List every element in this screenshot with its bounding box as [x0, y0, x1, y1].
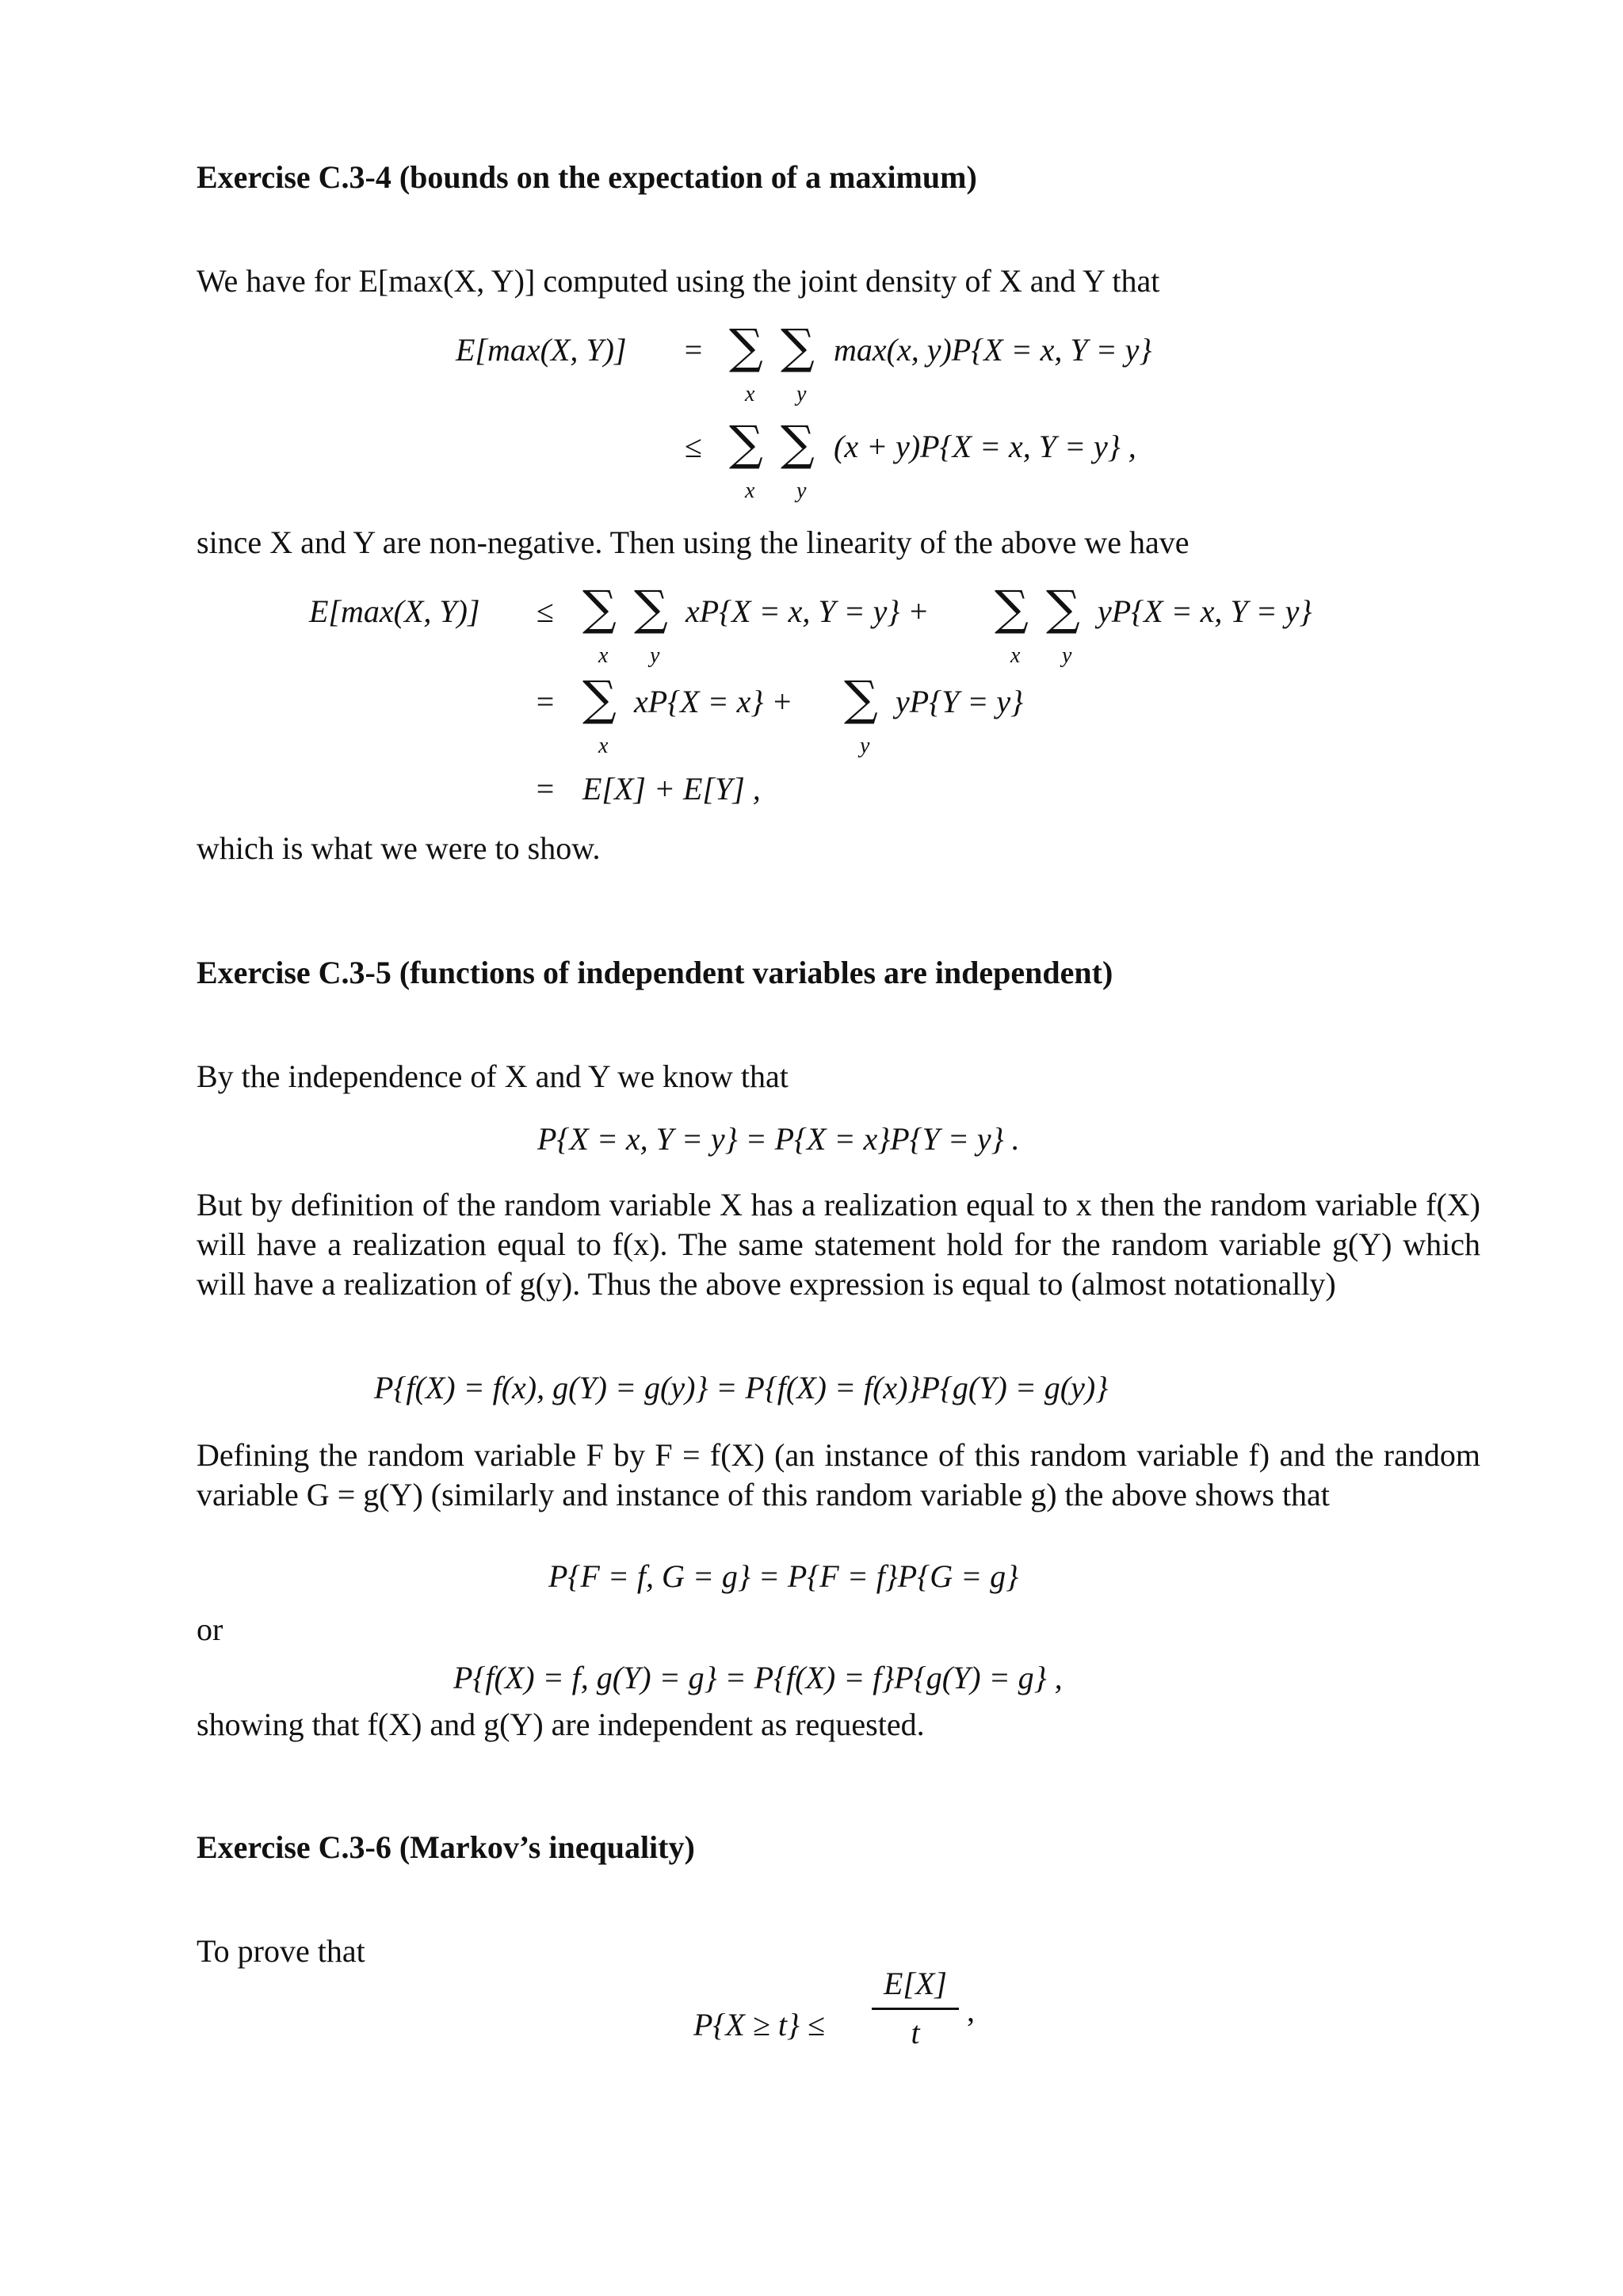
eq-c34-2-lhs: E[max(X, Y)]	[309, 593, 480, 629]
sum-index-y: y	[796, 382, 807, 406]
eq-c34-2-row1-term1: xP{X = x, Y = y} +	[685, 593, 930, 629]
exercise-c34-conclusion: which is what we were to show.	[197, 830, 601, 866]
exercise-c34-mid-text: since X and Y are non-negative. Then using the linearity of the above we have	[197, 524, 1190, 560]
exercise-c35-paragraph-1: But by definition of the random variable X has a realization equal to x then the random variable f(X) will have a realization equal to f(x). The same statement hold for the random variable g(Y) which will have a realization of g(y). Thus the above expression is equal to (almost notationally)	[197, 1187, 1480, 1302]
exercise-c36-intro: To prove that	[197, 1933, 365, 1969]
exercise-c35-conclusion: showing that f(X) and g(Y) are independent as requested.	[197, 1707, 925, 1742]
eq-c34-2-row2-term2: yP{Y = y}	[896, 684, 1024, 719]
eq-c34-1-rel-2: ≤	[685, 429, 702, 464]
eq-c34-2-rel-3: =	[536, 771, 555, 807]
eq-c36-numerator: E[X]	[884, 1966, 947, 2001]
sum-index-x: x	[1010, 643, 1021, 668]
eq-c36-lhs: P{X ≥ t} ≤	[693, 2007, 825, 2042]
exercise-c34-heading: Exercise C.3-4 (bounds on the expectation of a maximum)	[197, 159, 977, 195]
sum-index-y: y	[650, 643, 660, 668]
sum-symbol: ∑	[844, 671, 878, 727]
eq-c35-1: P{X = x, Y = y} = P{X = x}P{Y = y} .	[537, 1121, 1020, 1157]
eq-c36-denominator: t	[911, 2015, 920, 2050]
eq-c34-1-rhs-1: max(x, y)P{X = x, Y = y}	[834, 332, 1152, 368]
eq-c34-1-rel-1: =	[684, 332, 703, 368]
exercise-c35-or: or	[197, 1611, 223, 1647]
eq-c36-comma: ,	[967, 1993, 975, 2028]
fraction-bar	[872, 2008, 959, 2010]
eq-c34-1-rhs-2: (x + y)P{X = x, Y = y} ,	[834, 429, 1136, 464]
eq-c35-2: P{f(X) = f(x), g(Y) = g(y)} = P{f(X) = f(x)}P{g(Y) = g(y)}	[374, 1370, 1109, 1405]
eq-c34-1-lhs: E[max(X, Y)]	[456, 332, 627, 368]
exercise-c35-paragraph-2: Defining the random variable F by F = f(X) (an instance of this random variable f) and the random variable G = g(Y) (similarly and instance of this random variable g) the above shows that	[197, 1437, 1480, 1512]
sum-index-x: x	[745, 382, 755, 406]
sum-index-x: x	[598, 643, 609, 668]
sum-symbol: ∑	[582, 581, 617, 636]
exercise-c35-heading: Exercise C.3-5 (functions of independent variables are independent)	[197, 955, 1113, 990]
sum-symbol: ∑	[781, 416, 815, 471]
eq-c34-2-row3-rhs: E[X] + E[Y] ,	[582, 771, 761, 807]
eq-c34-2-rel-1: ≤	[537, 593, 554, 629]
exercise-c34-intro: We have for E[max(X, Y)] computed using the joint density of X and Y that	[197, 263, 1160, 299]
exercise-c36-heading: Exercise C.3-6 (Markov’s inequality)	[197, 1829, 695, 1865]
eq-c35-3: P{F = f, G = g} = P{F = f}P{G = g}	[548, 1558, 1019, 1594]
sum-symbol: ∑	[634, 581, 668, 636]
sum-symbol: ∑	[729, 319, 763, 375]
eq-c34-2-row2-term1: xP{X = x} +	[634, 684, 793, 719]
sum-symbol: ∑	[995, 581, 1029, 636]
eq-c34-2-rel-2: =	[536, 684, 555, 719]
sum-symbol: ∑	[729, 416, 763, 471]
sum-index-x: x	[598, 734, 609, 758]
sum-index-y: y	[1062, 643, 1072, 668]
sum-symbol: ∑	[582, 671, 617, 727]
sum-index-x: x	[745, 479, 755, 503]
eq-c35-4: P{f(X) = f, g(Y) = g} = P{f(X) = f}P{g(Y) = g} ,	[453, 1660, 1063, 1695]
sum-symbol: ∑	[1046, 581, 1080, 636]
sum-symbol: ∑	[781, 319, 815, 375]
exercise-c35-intro: By the independence of X and Y we know that	[197, 1058, 789, 1094]
sum-index-y: y	[860, 734, 870, 758]
eq-c34-2-row1-term2: yP{X = x, Y = y}	[1098, 593, 1312, 629]
sum-index-y: y	[796, 479, 807, 503]
